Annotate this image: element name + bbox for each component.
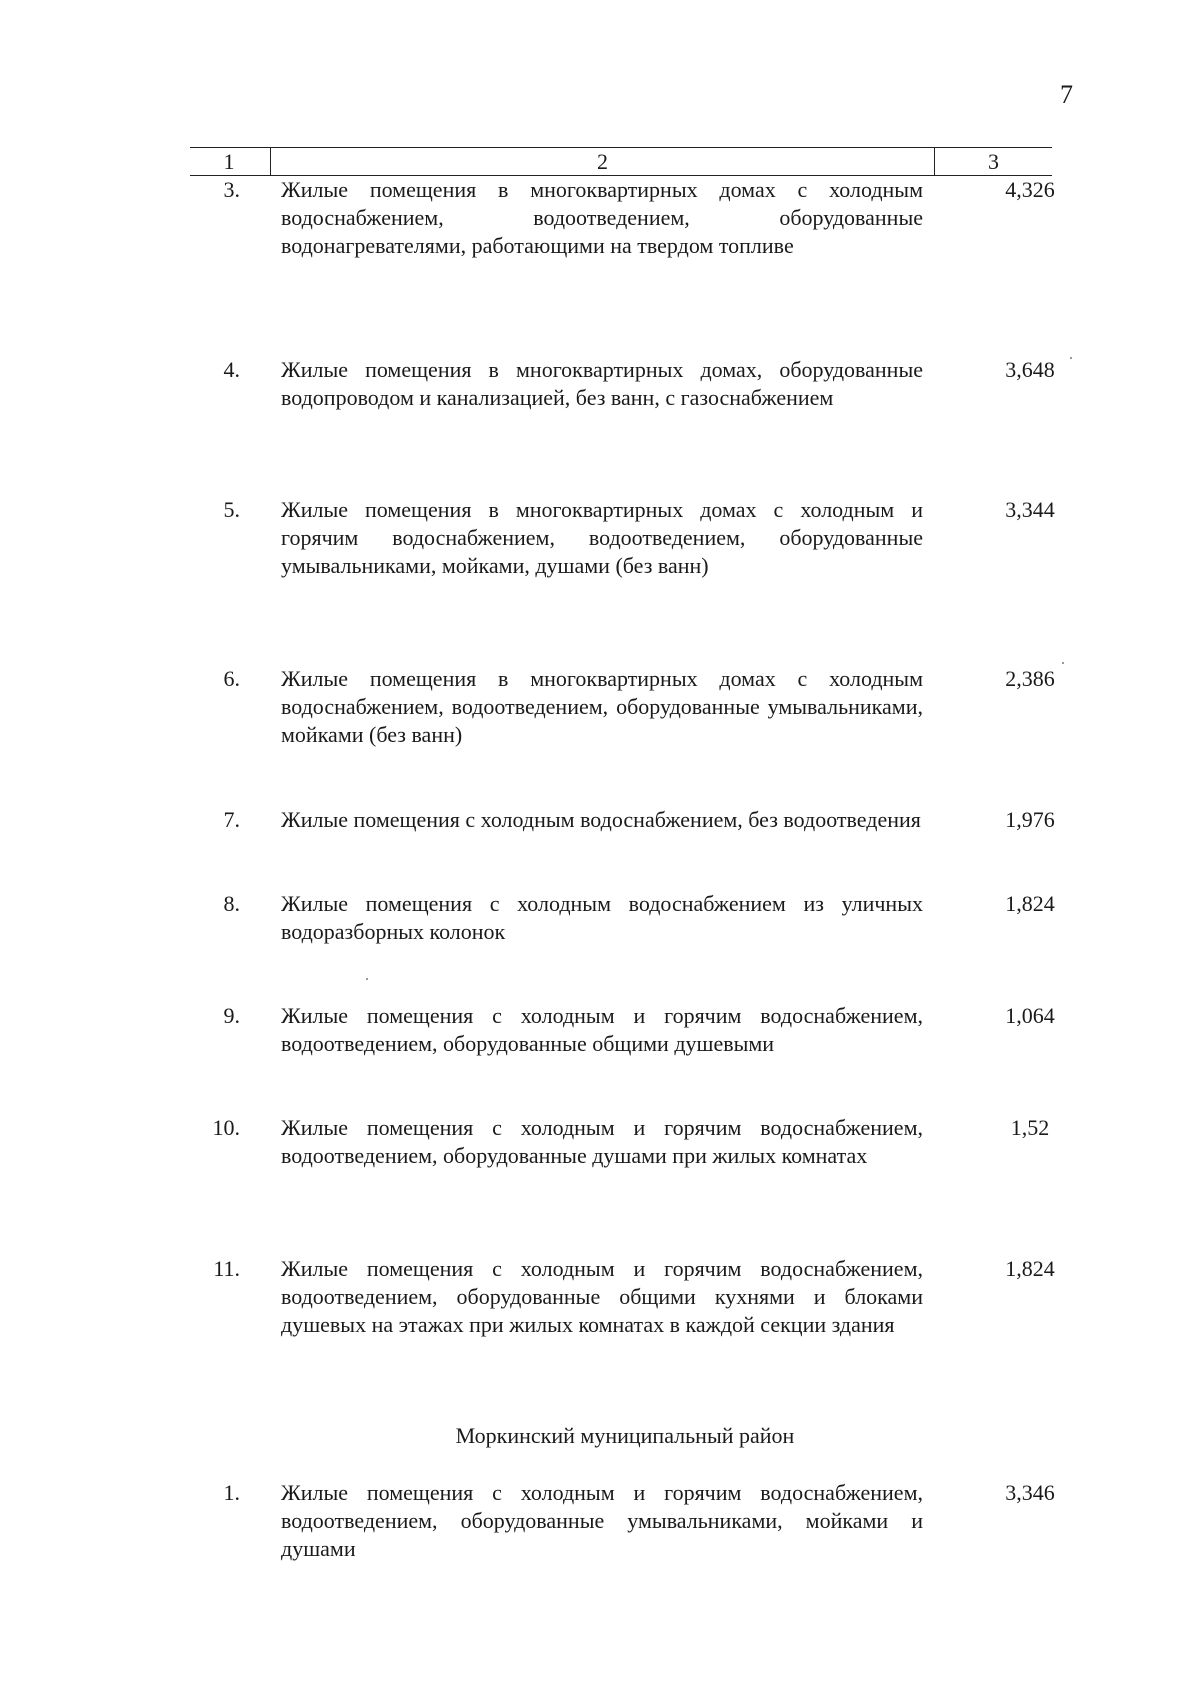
row-value: 3,346 (1005, 1480, 1055, 1505)
row-description: Жилые помещения с холодным водоснабжением, без водоотведения (281, 807, 921, 832)
row-number: 5. (223, 497, 240, 522)
row-value: 1,52 (1010, 1115, 1050, 1140)
row-description: Жилые помещения с холодным и горячим водоснабжением, водоотведением, оборудованные умывальниками, мойками и душами (281, 1480, 923, 1561)
table-header (190, 147, 1052, 176)
section-title: Моркинский муниципальный район (455, 1423, 795, 1448)
row-number: 7. (223, 807, 240, 832)
row-description: Жилые помещения с холодным и горячим водоснабжением, водоотведением, оборудованные общими душевыми (281, 1003, 923, 1056)
row-value: 3,648 (1005, 357, 1055, 382)
row-description: Жилые помещения в многоквартирных домах с холодным водоснабжением, водоотведением, оборудованные водонагревателями, работающими на твердом топливе (281, 177, 923, 258)
row-number: 1. (223, 1480, 240, 1505)
row-description: Жилые помещения с холодным и горячим водоснабжением, водоотведением, оборудованные общими кухнями и блоками душевых на этажах при жилых комнатах в каждой секции здания (281, 1256, 923, 1337)
header-col-3: 3 (988, 149, 999, 174)
row-number: 10. (212, 1115, 240, 1140)
row-number: 11. (213, 1256, 240, 1281)
header-col-2: 2 (270, 148, 935, 175)
row-description: Жилые помещения с холодным и горячим водоснабжением, водоотведением, оборудованные душами при жилых комнатах (281, 1115, 923, 1168)
header-col-1: 1 (223, 149, 235, 174)
row-description: Жилые помещения в многоквартирных домах с холодным и горячим водоснабжением, водоотведением, оборудованные умывальниками, мойками, душами (без ванн) (281, 497, 923, 578)
row-value: 1,976 (1005, 807, 1055, 832)
row-description: Жилые помещения в многоквартирных домах, оборудованные водопроводом и канализацией, без ванн, с газоснабжением (281, 357, 923, 410)
row-description: Жилые помещения с холодным водоснабжением из уличных водоразборных колонок (281, 891, 923, 944)
row-value: 1,824 (1005, 891, 1055, 916)
row-number: 9. (223, 1003, 240, 1028)
row-value: 1,824 (1005, 1256, 1055, 1281)
row-value: 2,386 (1005, 666, 1055, 691)
row-description: Жилые помещения в многоквартирных домах с холодным водоснабжением, водоотведением, оборудованные умывальниками, мойками (без ванн) (281, 666, 923, 747)
row-number: 3. (223, 177, 240, 202)
page-number: 7 (1060, 80, 1073, 109)
row-number: 4. (223, 357, 240, 382)
row-value: 3,344 (1005, 497, 1055, 522)
scan-speck (1062, 662, 1064, 664)
scan-speck (1070, 357, 1072, 359)
scan-speck (366, 978, 368, 980)
row-number: 6. (223, 666, 240, 691)
row-value: 4,326 (1005, 177, 1055, 202)
row-number: 8. (223, 891, 240, 916)
row-value: 1,064 (1005, 1003, 1055, 1028)
